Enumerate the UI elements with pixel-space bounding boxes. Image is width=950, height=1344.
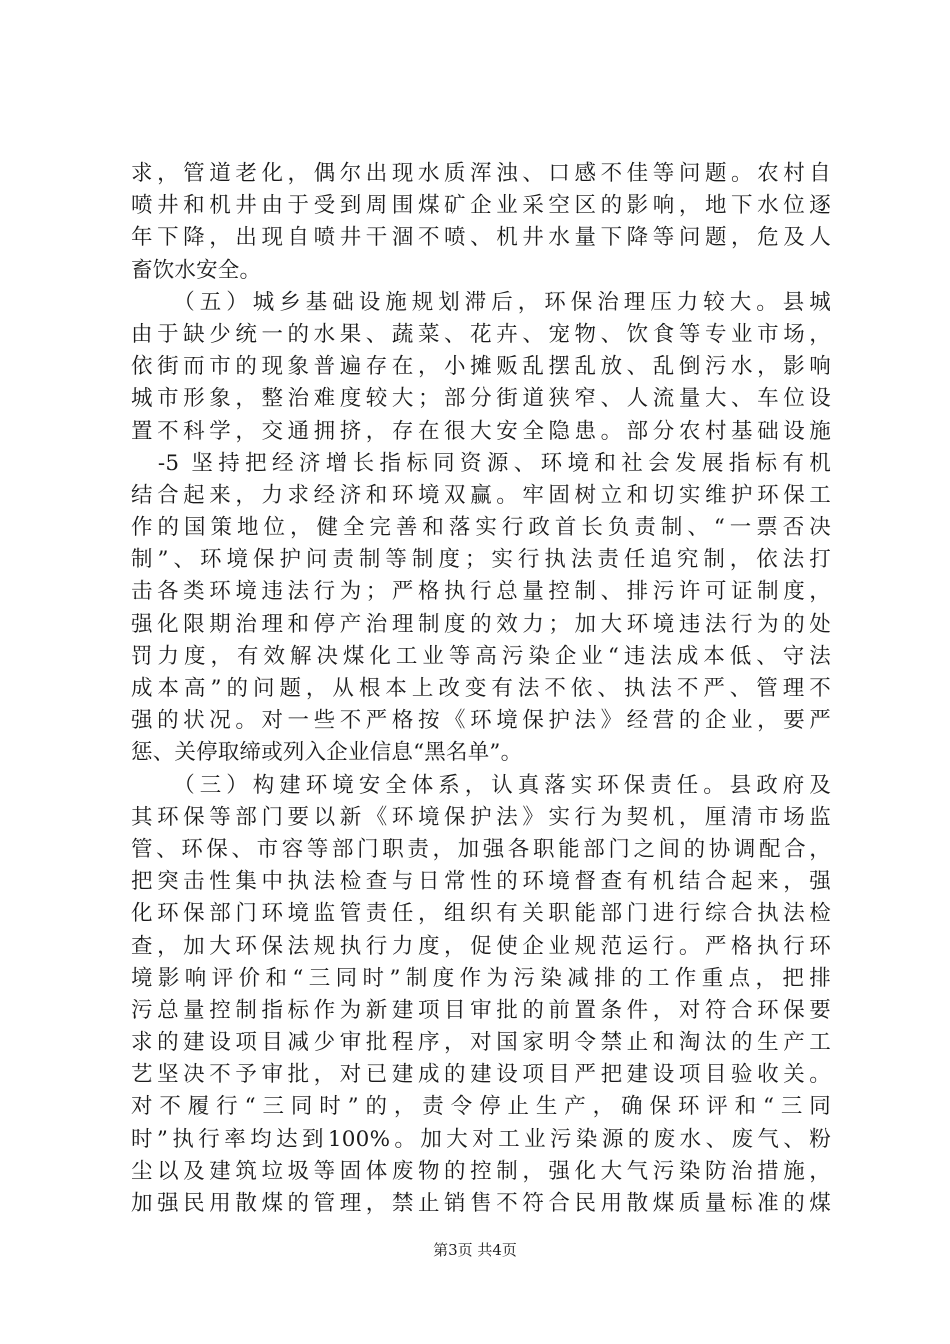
text-line: 对不履行“三同时”的，责令停止生产，确保环评和“三同 bbox=[131, 1094, 831, 1120]
text-line: 年下降，出现自喷井干涸不喷、机井水量下降等问题，危及人 bbox=[131, 225, 831, 251]
text-line: 把突击性集中执法检查与日常性的环境督查有机结合起来，强 bbox=[131, 869, 831, 895]
text-line: 管、环保、市容等部门职责，加强各职能部门之间的协调配合， bbox=[131, 836, 831, 862]
text-line: 畜饮水安全。 bbox=[131, 257, 262, 283]
text-line: 查，加大环保法规执行力度，促使企业规范运行。严格执行环 bbox=[131, 933, 831, 959]
text-line: 其环保等部门要以新《环境保护法》实行为契机，厘清市场监 bbox=[131, 804, 831, 830]
text-line: 结合起来，力求经济和环境双赢。牢固树立和切实维护环保工 bbox=[131, 482, 831, 508]
text-line: 境影响评价和“三同时”制度作为污染减排的工作重点，把排 bbox=[131, 965, 831, 991]
text-line: 污总量控制指标作为新建项目审批的前置条件，对符合环保要 bbox=[131, 997, 831, 1023]
text-line: 喷井和机井由于受到周围煤矿企业采空区的影响，地下水位逐 bbox=[131, 193, 831, 219]
text-line: 求的建设项目减少审批程序，对国家明令禁止和淘汰的生产工 bbox=[131, 1030, 831, 1056]
text-line: 成本高”的问题，从根本上改变有法不依、执法不严、管理不 bbox=[131, 676, 831, 701]
text-line: 艺坚决不予审批，对已建成的建设项目严把建设项目验收关。 bbox=[131, 1062, 831, 1088]
text-line: 惩、关停取缔或列入企业信息“黑名单”。 bbox=[131, 740, 523, 766]
text-line: 作的国策地位，健全完善和落实行政首长负责制、“一票否决 bbox=[131, 515, 831, 541]
text-line: 罚力度，有效解决煤化工业等高污染企业“违法成本低、守法 bbox=[131, 643, 831, 669]
text-line: 尘以及建筑垃圾等固体废物的控制，强化大气污染防治措施， bbox=[131, 1158, 831, 1184]
text-line: 强化限期治理和停产治理制度的效力；加大环境违法行为的处 bbox=[131, 611, 831, 637]
text-line: （五）城乡基础设施规划滞后，环保治理压力较大。县城 bbox=[131, 289, 831, 315]
text-line: 置不科学，交通拥挤，存在很大安全隐患。部分农村基础设施 bbox=[131, 418, 831, 444]
text-line: 击各类环境违法行为；严格执行总量控制、排污许可证制度， bbox=[131, 579, 831, 605]
text-line: 加强民用散煤的管理，禁止销售不符合民用散煤质量标准的煤 bbox=[131, 1191, 831, 1216]
text-line: 强的状况。对一些不严格按《环境保护法》经营的企业，要严 bbox=[131, 708, 831, 734]
text-line: （三）构建环境安全体系，认真落实环保责任。县政府及 bbox=[131, 772, 831, 798]
text-line: 求，管道老化，偶尔出现水质浑浊、口感不佳等问题。农村自 bbox=[131, 161, 831, 186]
text-line: 制”、环境保护问责制等制度；实行执法责任追究制，依法打 bbox=[131, 547, 831, 573]
text-line: 依街而市的现象普遍存在，小摊贩乱摆乱放、乱倒污水，影响 bbox=[131, 354, 831, 380]
text-line: 化环保部门环境监管责任，组织有关职能部门进行综合执法检 bbox=[131, 901, 831, 927]
text-line: 时”执行率均达到100%。加大对工业污染源的废水、废气、粉 bbox=[131, 1126, 831, 1152]
text-line: -5 坚持把经济增长指标同资源、环境和社会发展指标有机 bbox=[131, 450, 831, 476]
body-text bbox=[131, 158, 831, 1220]
page-number-footer: 第3页 共4页 bbox=[433, 1241, 517, 1259]
text-line: 城市形象，整治难度较大；部分街道狭窄、人流量大、车位设 bbox=[131, 386, 831, 412]
text-line: 由于缺少统一的水果、蔬菜、花卉、宠物、饮食等专业市场， bbox=[131, 321, 831, 347]
